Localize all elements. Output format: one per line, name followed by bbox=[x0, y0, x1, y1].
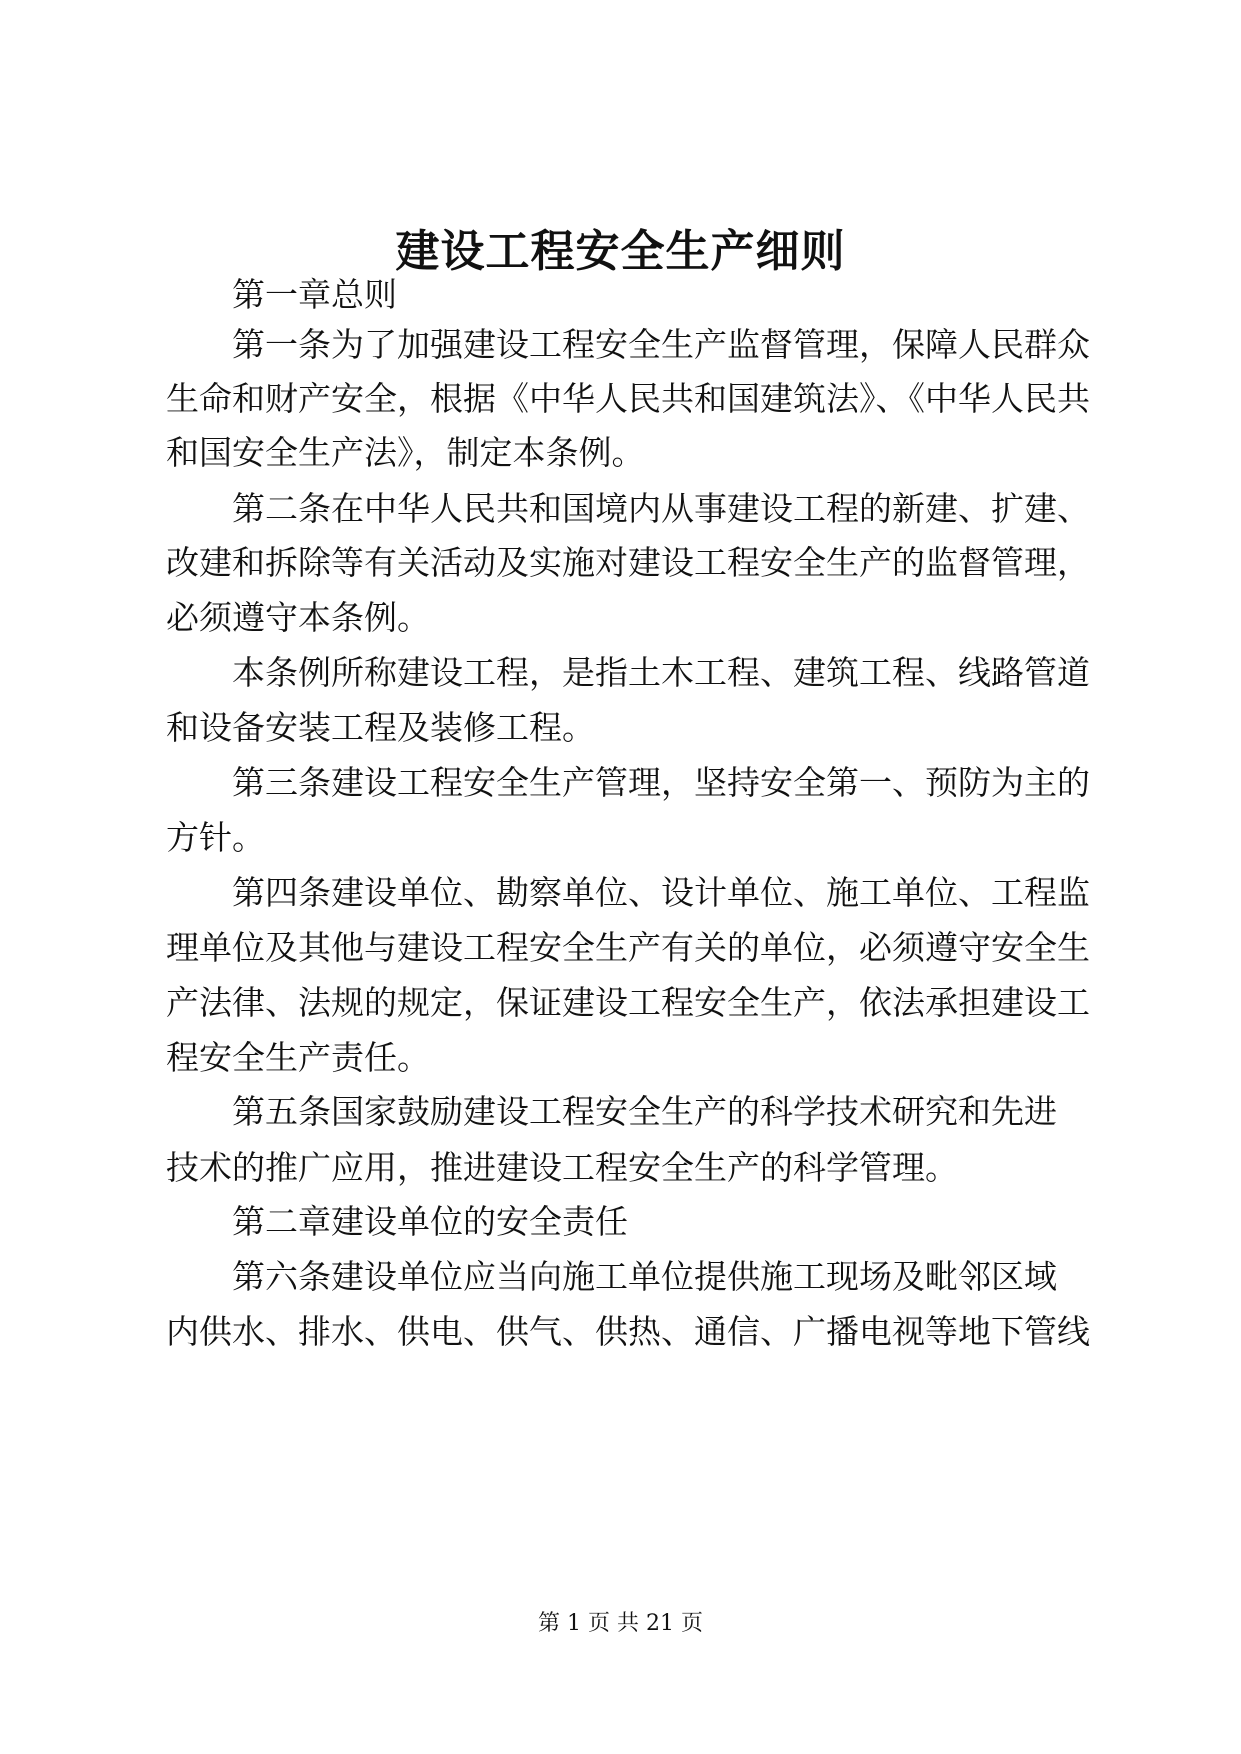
paragraph-line: 第六条建设单位应当向施工单位提供施工现场及毗邻区域 bbox=[232, 1257, 1057, 1296]
paragraph-line: 方针。 bbox=[166, 818, 265, 857]
paragraph-line: 程安全生产责任。 bbox=[166, 1038, 430, 1077]
paragraph-line: 内供水、排水、供电、供气、供热、通信、广播电视等地下管线 bbox=[166, 1312, 1090, 1351]
paragraph-line: 第三条建设工程安全生产管理，坚持安全第一、预防为主的 bbox=[232, 763, 1090, 802]
paragraph-line: 必须遵守本条例。 bbox=[166, 598, 430, 637]
paragraph-line: 第五条国家鼓励建设工程安全生产的科学技术研究和先进 bbox=[232, 1092, 1057, 1131]
document-title: 建设工程安全生产细则 bbox=[395, 226, 846, 277]
chapter-heading: 第一章总则 bbox=[232, 275, 397, 314]
paragraph-line: 第四条建设单位、勘察单位、设计单位、施工单位、工程监 bbox=[232, 873, 1090, 912]
paragraph-line: 改建和拆除等有关活动及实施对建设工程安全生产的监督管理， bbox=[166, 543, 1090, 582]
paragraph-line: 技术的推广应用，推进建设工程安全生产的科学管理。 bbox=[166, 1148, 958, 1187]
paragraph-line: 产法律、法规的规定，保证建设工程安全生产，依法承担建设工 bbox=[166, 983, 1090, 1022]
chapter-heading: 第二章建设单位的安全责任 bbox=[232, 1202, 628, 1241]
paragraph-line: 第二条在中华人民共和国境内从事建设工程的新建、扩建、 bbox=[232, 489, 1090, 528]
paragraph-line: 生命和财产安全，根据《中华人民共和国建筑法》、《中华人民共 bbox=[166, 379, 1090, 418]
page-number-footer: 第 1 页 共 21 页 bbox=[538, 1611, 703, 1636]
paragraph-line: 和设备安装工程及装修工程。 bbox=[166, 708, 595, 747]
paragraph-line: 理单位及其他与建设工程安全生产有关的单位，必须遵守安全生 bbox=[166, 928, 1090, 967]
paragraph-line: 和国安全生产法》，制定本条例。 bbox=[166, 433, 645, 472]
paragraph-line: 本条例所称建设工程，是指土木工程、建筑工程、线路管道 bbox=[232, 653, 1090, 692]
paragraph-line: 第一条为了加强建设工程安全生产监督管理，保障人民群众 bbox=[232, 325, 1090, 364]
